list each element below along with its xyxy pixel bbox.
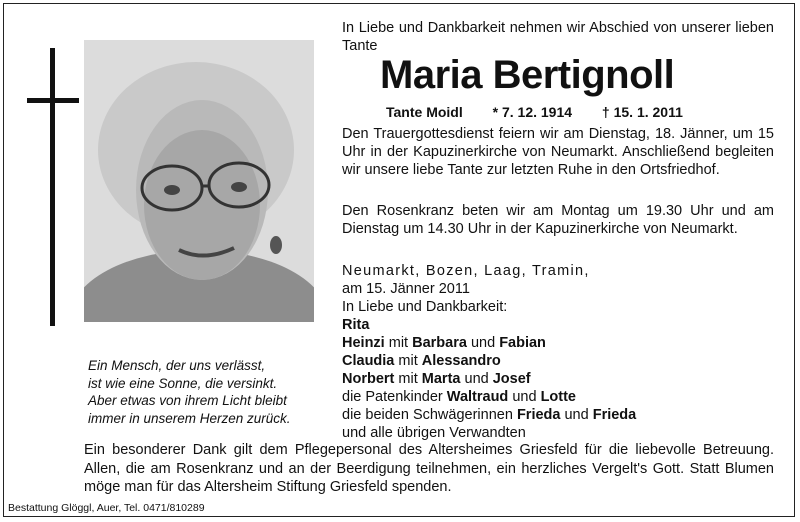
mourner-name: Frieda — [592, 407, 637, 423]
poem — [88, 357, 328, 427]
mourner-name: Lotte — [540, 389, 576, 405]
service-paragraph: Den Trauergottesdienst feiern wir am Dienstag, 18. Jänner, um 15 Uhr in der Kapuzinerkirche von Neumarkt. Anschließend begleiten wir unsere liebe Tante zur letzten Ruhe in den Ortsfriedhof. — [342, 126, 774, 178]
mourner-name: Rita — [342, 317, 370, 333]
date: am 15. Jänner 2011 — [342, 281, 470, 297]
connector: die beiden Schwägerinnen — [342, 407, 513, 423]
birth-date: * 7. 12. 1914 — [492, 104, 573, 120]
places: Neumarkt, Bozen, Laag, Tramin, — [342, 263, 590, 279]
poem-line: immer in unserem Herzen zurück. — [88, 410, 291, 426]
connector: mit — [398, 353, 418, 369]
cross-icon-bar — [27, 98, 79, 103]
mourners-list — [342, 298, 774, 442]
connector: und — [470, 335, 496, 351]
connector: und — [512, 389, 537, 405]
connector: und — [464, 371, 489, 387]
funeral-home: Bestattung Glöggl, Auer, Tel. 0471/810289 — [8, 502, 205, 514]
mourner-name: Claudia — [342, 353, 395, 369]
mourner-line — [342, 334, 774, 352]
mourner-line — [342, 406, 774, 424]
thanks-paragraph: Ein besonderer Dank gilt dem Pflegepersonal des Altersheimes Griesfeld für die liebevolle Betreuung. Allen, die am Rosenkranz und an der Beerdigung teilnehmen, ein herzliches Vergelt's Gott. Statt Blumen möge man für das Altersheim Stiftung Griesfeld spenden. — [84, 442, 774, 495]
mourner-name: Waltraud — [446, 389, 509, 405]
mourner-name: Barbara — [412, 335, 467, 351]
intro-text: In Liebe und Dankbarkeit nehmen wir Abschied von unserer lieben Tante — [342, 20, 774, 54]
place-date — [342, 262, 774, 298]
closing-line: In Liebe und Dankbarkeit: — [342, 299, 508, 315]
mourner-line — [342, 352, 774, 370]
connector: und — [564, 407, 589, 423]
mourner-name: Alessandro — [421, 353, 501, 369]
cross-icon — [50, 48, 55, 326]
mourner-line: und alle übrigen Verwandten — [342, 425, 526, 441]
mourner-name: Fabian — [499, 335, 546, 351]
mourner-name: Heinzi — [342, 335, 385, 351]
mourner-name: Norbert — [342, 371, 395, 387]
mourner-line — [342, 316, 774, 334]
connector: mit — [398, 371, 418, 387]
mourner-line — [342, 388, 774, 406]
mourner-name: Marta — [421, 371, 461, 387]
connector: mit — [388, 335, 409, 351]
mourner-name: Frieda — [516, 407, 561, 423]
poem-line: Aber etwas von ihrem Licht bleibt — [88, 393, 287, 408]
nickname: Tante Moidl — [386, 104, 463, 120]
rosary-paragraph: Den Rosenkranz beten wir am Montag um 19.30 Uhr und am Dienstag um 14.30 Uhr in der Kapuzinerkirche von Neumarkt. — [342, 203, 774, 237]
deceased-name: Maria Bertignoll — [380, 53, 675, 97]
death-date: † 15. 1. 2011 — [601, 104, 683, 120]
portrait-photo — [84, 40, 314, 322]
mourner-line — [342, 370, 774, 388]
connector: die Patenkinder — [342, 389, 443, 405]
dates-line — [386, 104, 776, 120]
poem-line: ist wie eine Sonne, die versinkt. — [88, 375, 278, 391]
mourner-name: Josef — [492, 371, 531, 387]
poem-line: Ein Mensch, der uns verlässt, — [88, 358, 266, 373]
